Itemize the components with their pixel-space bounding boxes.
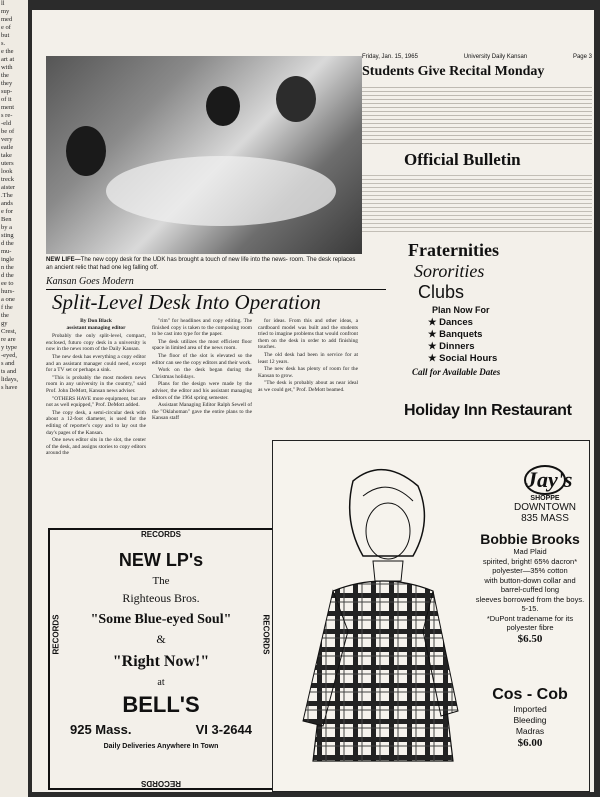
- frat-line-1: Fraternities: [408, 240, 499, 260]
- description-line: polyester fibre: [506, 623, 554, 632]
- frat-call: Call for Available Dates: [412, 367, 501, 377]
- story-paragraph: for ideas. From this and other ideas, a cardboard model was built and the students tried to imagine problems that would confront them on the desk in order to add finishing touches.: [258, 318, 358, 351]
- records-the: The: [152, 575, 170, 587]
- prev-fragment: very: [1, 136, 13, 143]
- records-contact: [70, 722, 252, 737]
- prev-fragment: of it: [1, 96, 12, 103]
- prev-fragment: d the: [1, 272, 14, 279]
- prev-fragment: re are: [1, 336, 16, 343]
- records-frame-right: RECORDS: [261, 614, 271, 655]
- fraternities-ad: [408, 240, 582, 400]
- frat-items: [428, 317, 582, 365]
- prev-fragment: take: [1, 152, 12, 159]
- description-line: barrel-cuffed long: [500, 585, 560, 594]
- story-column-2: [152, 318, 252, 532]
- records-ampersand: &: [156, 632, 166, 646]
- jays-logo-mark: Jay's: [524, 465, 566, 495]
- photo-caption: [46, 257, 362, 272]
- prev-fragment: e of: [1, 24, 11, 31]
- story-paragraph: Probably the only split-level, compact, enclosed, futuro copy desk in a university is now in the news room of the Daily Kansan.: [46, 333, 146, 353]
- prev-fragment: treck: [1, 176, 14, 183]
- prev-fragment: s.: [1, 40, 6, 47]
- story-column-3: [258, 318, 358, 438]
- story-headline: Split-Level Desk Into Operation: [52, 290, 321, 314]
- story-paragraph: The copy desk, a semi-circular desk with about a 12-foot diameter, is used for the editing of reporter's copy and to lay out the day's pages of the Kansan.: [46, 409, 146, 436]
- records-address: 925 Mass.: [70, 722, 132, 737]
- records-artist: Righteous Bros.: [122, 591, 200, 605]
- story-paragraph: "The desk is probably about as near ideal as we could get," Prof. DeMott beamed.: [258, 380, 358, 393]
- prev-fragment: but: [1, 32, 10, 39]
- prev-fragment: y type: [1, 344, 18, 351]
- records-phone: VI 3-2644: [195, 722, 252, 737]
- prev-fragment: a one: [1, 296, 15, 303]
- header-page: Page 3: [572, 54, 592, 60]
- records-store: BELL'S: [122, 692, 200, 717]
- prev-fragment: ands: [1, 200, 13, 207]
- prev-fragment: eatle: [1, 144, 14, 151]
- bulletin-title: Official Bulletin: [404, 150, 521, 169]
- story-paragraph: The desk utilizes the most efficient floor space in limited area of the news room.: [152, 338, 252, 352]
- brand-1-price: $6.50: [517, 632, 543, 645]
- caption-text: The new copy desk for the UDK has brought a touch of new life into the news- room. The desk replaces an ancient relic that had one leg falling off.: [46, 257, 356, 271]
- prev-fragment: gy: [1, 320, 8, 327]
- story-paragraph: "This is probably the most modern news room in any university in the country," said Prof. John DeMott, Kansan news adviser.: [46, 374, 146, 394]
- prev-fragment: -eyed,: [1, 352, 18, 359]
- brand-2: Cos - Cob: [492, 686, 568, 703]
- byline-title: assistant managing editor: [66, 324, 126, 331]
- prev-fragment: look: [1, 168, 13, 175]
- frat-item: ★ Dances: [428, 317, 582, 329]
- fashion-ad: [272, 440, 590, 792]
- prev-fragment: ll: [1, 0, 5, 7]
- previous-page-edge: [0, 0, 28, 797]
- prev-fragment: sting: [1, 232, 14, 239]
- brand-1-description: [471, 547, 589, 633]
- prev-fragment: f the: [1, 304, 13, 311]
- person-center: [206, 86, 240, 126]
- prev-fragment: ts and: [1, 368, 17, 375]
- frat-item: ★ Social Hours: [428, 353, 582, 365]
- brand-1: Bobbie Brooks: [480, 531, 580, 547]
- description-line: sleeves borrowed from the boys.: [475, 594, 585, 604]
- prev-fragment: Crest,: [1, 328, 17, 335]
- frat-item: ★ Dinners: [428, 341, 582, 353]
- story-paragraph: "OTHERS HAVE more equipment, but are not as well equipped," Prof. DeMott added.: [46, 395, 146, 409]
- story-kicker: Kansan Goes Modern: [46, 276, 134, 287]
- byline: By Don Black: [80, 318, 112, 324]
- prev-fragment: s have: [1, 384, 18, 391]
- prev-fragment: lidays,: [1, 376, 19, 383]
- description-line: Mad Plaid: [513, 547, 547, 556]
- plaid-shirt-illustration: [293, 461, 463, 786]
- description-line: Bleeding: [513, 715, 547, 725]
- story-paragraph: The new desk has everything a copy editor and an assistant manager could need, except for a TV set or perhaps a sink.: [46, 353, 146, 374]
- jays-street: 835 MASS: [521, 513, 569, 524]
- prev-fragment: d the: [1, 240, 14, 247]
- prev-fragment: the: [1, 312, 9, 319]
- records-at: at: [157, 677, 165, 688]
- description-line: 5-15.: [521, 604, 539, 613]
- jays-shoppe: SHOPPE: [530, 495, 560, 502]
- person-right: [276, 76, 316, 122]
- prev-fragment: med: [1, 16, 13, 23]
- header-paper: University Daily Kansan: [463, 54, 528, 60]
- records-ad: [48, 528, 274, 790]
- frat-line-2: Sororities: [414, 261, 485, 281]
- prev-fragment: art at: [1, 56, 15, 63]
- records-frame-top: RECORDS: [140, 530, 181, 539]
- bulletin-body: [362, 172, 592, 232]
- prev-fragment: .The: [1, 192, 13, 199]
- prev-fragment: they: [1, 80, 13, 87]
- story-paragraph: The floor of the slot is elevated so the editor can see the copy editors and their work.: [152, 352, 252, 366]
- frat-item: ★ Banquets: [428, 329, 582, 341]
- holiday-inn-name: Holiday Inn Restaurant: [404, 402, 572, 419]
- prev-fragment: the: [1, 72, 9, 79]
- page-header: [362, 54, 592, 60]
- prev-fragment: ingle: [1, 256, 14, 263]
- story-paragraph: Work on the desk began during the Christmas holidays.: [152, 367, 252, 380]
- story-paragraph: One news editor sits in the slot, the center of the desk, and assigns stories to copy editors around the: [46, 437, 146, 457]
- prev-fragment: n the: [1, 264, 14, 271]
- caption-lead: NEW LIFE—: [46, 257, 81, 263]
- description-line: with button-down collar and: [484, 575, 576, 585]
- story-paragraph: "rim" for headlines and copy editing. The finished copy is taken to the composing room to be cast into type for the paper.: [152, 318, 252, 338]
- prev-fragment: ee to: [1, 280, 14, 287]
- jays-downtown: DOWNTOWN: [513, 502, 577, 513]
- prev-fragment: -eld: [1, 120, 12, 127]
- newsroom-photo: [46, 56, 362, 254]
- story-column-1: [46, 318, 146, 532]
- person-left: [66, 126, 106, 176]
- prev-fragment: be of: [1, 128, 15, 135]
- cos-cob-block: [471, 686, 589, 749]
- prev-fragment: my: [1, 8, 10, 15]
- prev-fragment: Ben: [1, 216, 12, 223]
- records-album-1: "Some Blue-eyed Soul": [90, 612, 232, 627]
- records-frame-bottom: RECORDS: [141, 779, 182, 788]
- brand-2-description: [471, 704, 589, 737]
- records-delivery: Daily Deliveries Anywhere In Town: [103, 743, 219, 750]
- prev-fragment: uters: [1, 160, 14, 167]
- prev-fragment: e the: [1, 48, 14, 55]
- story-paragraph: The new desk has plenty of room for the Kansan to grow.: [258, 366, 358, 379]
- recital-body: [362, 84, 592, 144]
- description-line: spirited, bright! 65% dacron*: [482, 556, 578, 566]
- story-paragraph: Plans for the design were made by the adviser, the editor and his assistant managing editors of the 1964 spring semester.: [152, 381, 252, 401]
- records-body: [70, 550, 252, 750]
- prev-fragment: sup-: [1, 88, 13, 95]
- copy-desk: [106, 156, 336, 226]
- brand-2-price: $6.00: [517, 737, 543, 749]
- story-paragraph: The old desk had been in service for at least 12 years.: [258, 351, 358, 365]
- prev-fragment: ment: [1, 104, 14, 111]
- description-line: Imported: [513, 704, 547, 714]
- header-date: Friday, Jan. 15, 1965: [362, 54, 418, 60]
- bobbie-brooks-block: [471, 531, 589, 645]
- story-paragraph: Assistant Managing Editor Ralph Sewell of the "Oklahoman" gave the entire plans to the Kansan staff: [152, 402, 252, 422]
- frat-plan: Plan Now For: [432, 305, 490, 315]
- prev-fragment: s re-: [1, 112, 13, 119]
- prev-fragment: with: [1, 64, 13, 71]
- frat-line-3: Clubs: [418, 282, 465, 302]
- description-line: *DuPont tradename for its: [486, 613, 574, 623]
- prev-fragment: mu-: [1, 248, 12, 255]
- records-new-lps: NEW LP's: [118, 550, 204, 570]
- recital-headline: Students Give Recital Monday: [362, 64, 545, 79]
- prev-fragment: hurs-: [1, 288, 15, 295]
- prev-fragment: e for: [1, 208, 14, 215]
- description-line: Madras: [515, 726, 545, 736]
- prev-fragment: aister: [1, 184, 16, 191]
- description-line: polyester—35% cotton: [492, 566, 568, 575]
- prev-fragment: s and: [1, 360, 15, 367]
- newspaper-page: [32, 10, 594, 792]
- jays-logo: [505, 465, 585, 524]
- prev-fragment: by a: [1, 224, 13, 231]
- records-frame-left: RECORDS: [51, 614, 61, 655]
- records-album-2: "Right Now!": [112, 653, 210, 670]
